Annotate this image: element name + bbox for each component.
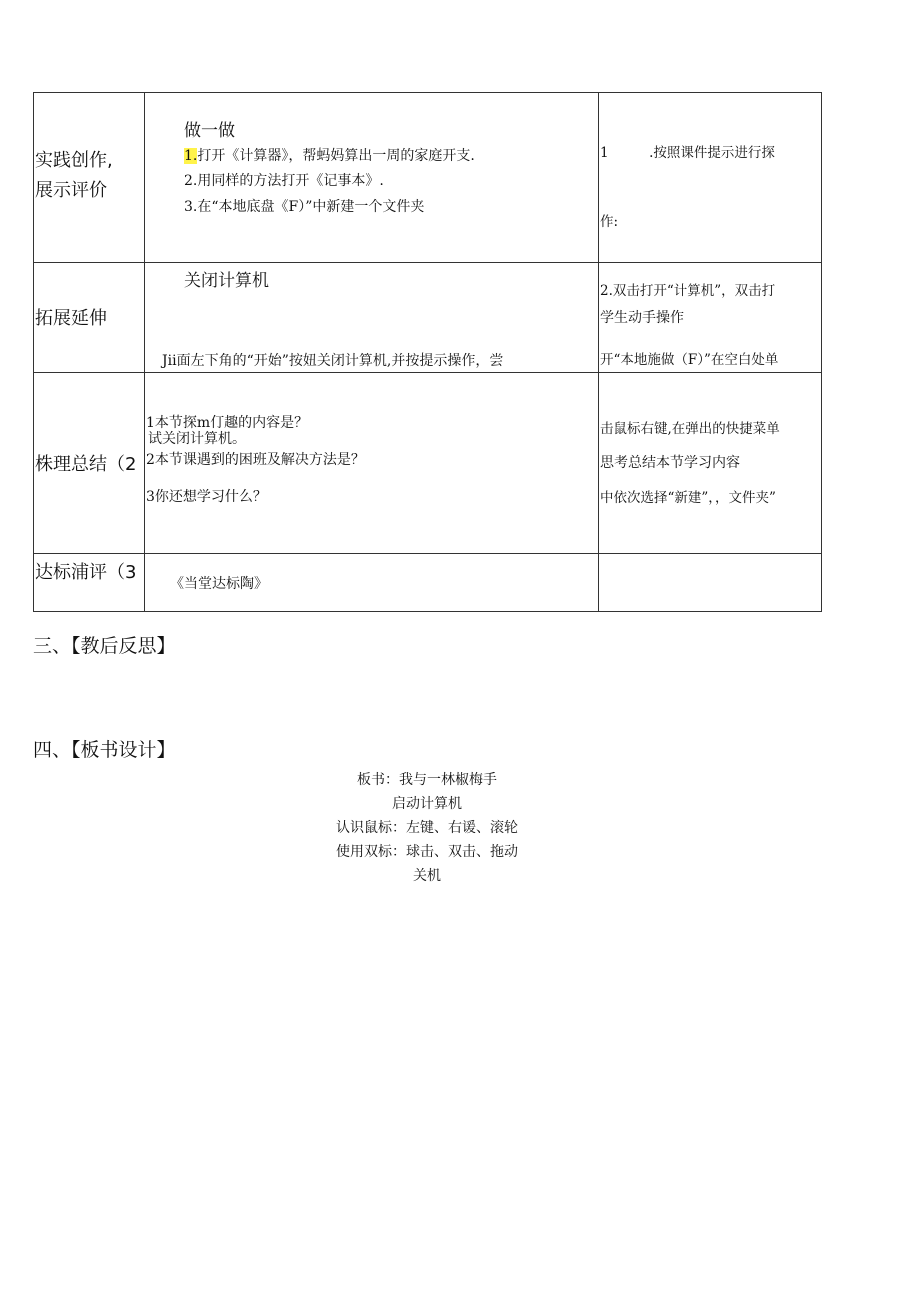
- activity-cell-assessment: [170, 573, 268, 595]
- student-line: 2.双击打开“计算机”，双击打: [600, 283, 776, 299]
- board-line: 关机: [413, 868, 441, 884]
- phase-cell-summary: [35, 448, 136, 482]
- student-line: 作:: [600, 214, 619, 230]
- student-cell-summary: [600, 452, 740, 474]
- phase-text-line: 实践创作,: [35, 150, 113, 171]
- board-design-block: [0, 768, 920, 888]
- table-row-border-4: [33, 553, 822, 554]
- board-line: 启动计算机: [392, 796, 462, 812]
- student-cell-extension: [600, 307, 684, 329]
- table-col-border-left: [33, 92, 34, 612]
- question-line: 1本节探m仃趣的内容是？: [146, 415, 309, 431]
- question-line: 2本节课遇到的困班及解决方法是？: [146, 452, 365, 468]
- activity-line-text: 打开《计算器》，帮蚂妈算出一周的家庭开支.: [197, 148, 475, 164]
- phase-cell-assessment: [35, 556, 136, 590]
- phase-text-line: 达标浦评（3: [35, 562, 137, 583]
- board-line: 使用双标：球击、双击、拖动: [336, 844, 518, 860]
- phase-cell-practice: [35, 144, 113, 208]
- table-row-border-1: [33, 92, 822, 93]
- board-line: 认识鼠标：左键、右谖、滚轮: [336, 820, 518, 836]
- table-col-border-right: [821, 92, 822, 612]
- activity-line: 试关闭计算机。: [148, 431, 246, 447]
- table-col-border-3: [598, 92, 599, 612]
- table-col-border-2: [144, 92, 145, 612]
- board-line: 板书：我与一林椒梅手: [357, 772, 497, 788]
- highlighted-number: 1.: [184, 148, 198, 164]
- activity-cell-summary: [146, 405, 365, 516]
- student-line: 1 .按照课件提示进行探: [600, 145, 775, 161]
- section-heading-board-design: 四、【板书设计】: [33, 739, 176, 761]
- student-line: 学生动手操作: [600, 310, 684, 326]
- activity-line: [184, 144, 475, 168]
- activity-line: Jii面左下角的“开始”按妞关闭计算机,并按提示操作，尝: [148, 353, 504, 369]
- phase-text-line: 拓展延伸: [35, 308, 107, 329]
- table-row-border-5: [33, 611, 822, 612]
- student-line: 击鼠标右键,在弹出的快捷菜单: [600, 421, 780, 437]
- student-line: 思考总结本节学习内容: [600, 455, 740, 471]
- student-line: 中依次选择“新建”，，文件夹”: [600, 490, 776, 506]
- activity-subtitle: 做一做: [184, 121, 235, 141]
- activity-cell-practice: [184, 118, 475, 220]
- phase-cell-extension: [35, 302, 107, 336]
- activity-subtitle: 关闭计算机: [184, 271, 269, 291]
- phase-text-line: 展示评价: [35, 180, 107, 201]
- phase-text-line: 株理总结（2: [35, 454, 137, 475]
- question-line: 3你还想学习什么？: [146, 489, 267, 505]
- activity-cell-extension: [184, 268, 269, 294]
- student-line: 开“本地施做（F）”在空白处单: [600, 352, 779, 368]
- activity-line: 《当堂达标陶》: [170, 576, 268, 592]
- activity-line: 2.用同样的方法打开《记事本》.: [184, 173, 384, 189]
- section-heading-reflection: 三、【教后反思】: [33, 635, 176, 657]
- activity-line: 3.在“本地底盘《F）”中新建一个文件夹: [184, 199, 425, 215]
